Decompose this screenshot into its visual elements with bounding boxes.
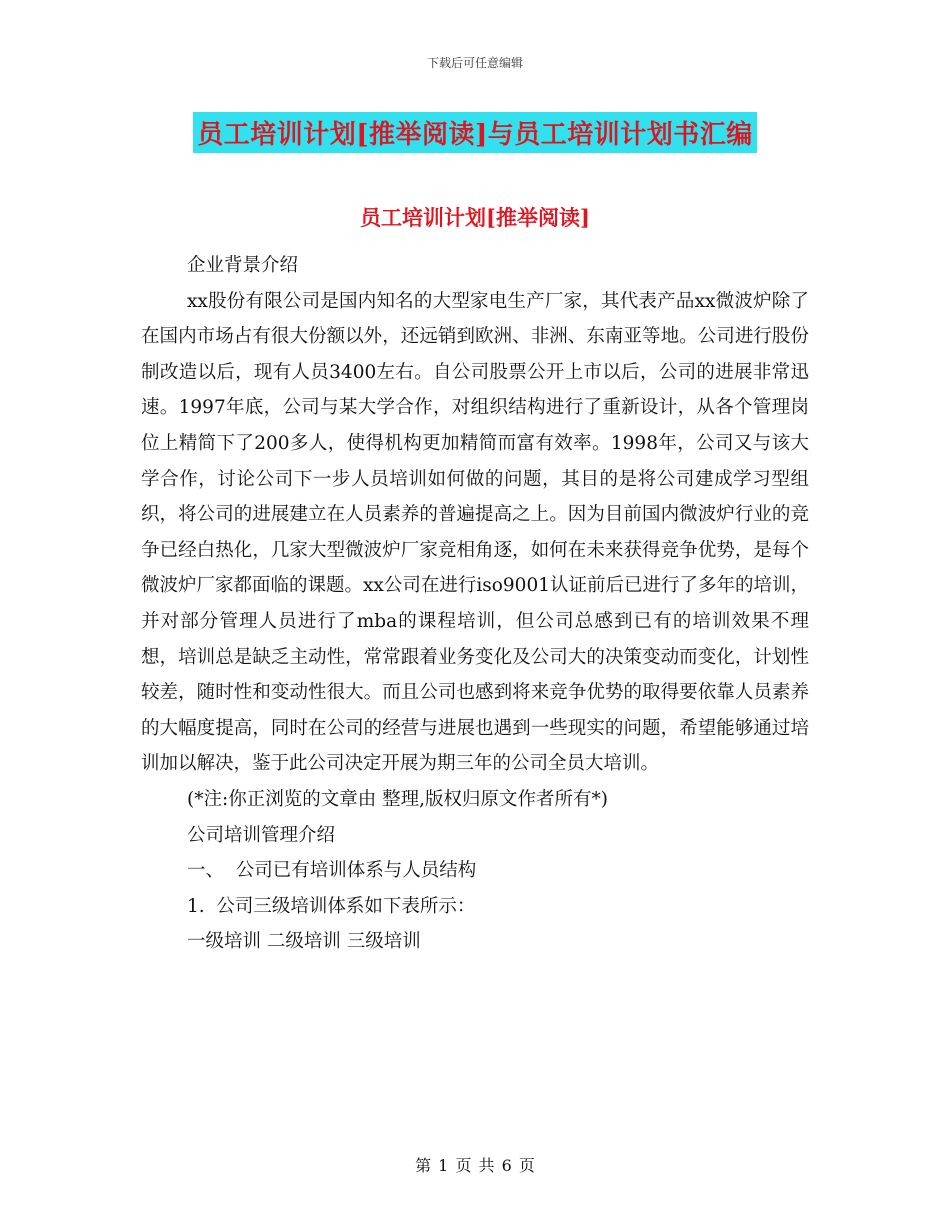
header-note: 下载后可任意编辑 <box>426 56 523 70</box>
page-footer: 第 1 页 共 6 页 <box>415 1156 535 1175</box>
paragraph-company-background: xx股份有限公司是国内知名的大型家电生产厂家，其代表产品xx微波炉除了在国内市场占有很大份额以外，还远销到欧洲、非洲、东南亚等地。公司进行股份制改造以后，现有人员3400左右。自公司股票公开上市以后，公司的进展非常迅速。1997年底，公司与某大学合作，对组织结构进行了重新设计，从各个管理岗位上精简下了200多人，使得机构更加精简而富有效率。1998年，公司又与该大学合作，讨论公司下一步人员培训如何做的问题，其目的是将公司建成学习型组织，将公司的进展建立在人员素养的普遍提高之上。因为目前国内微波炉行业的竞争已经白热化，几家大型微波炉厂家竞相角逐，如何在未来获得竞争优势，是每个微波炉厂家都面临的课题。xx公司在进行iso9001认证前后已进行了多年的培训，并对部分管理人员进行了mba的课程培训，但公司总感到已有的培训效果不理想，培训总是缺乏主动性，常常跟着业务变化及公司大的决策变动而变化，计划性较差，随时性和变动性很大。而且公司也感到将来竞争优势的取得要依靠人员素养的大幅度提高，同时在公司的经营与进展也遇到一些现实的问题，希望能够通过培训加以解决，鉴于此公司决定开展为期三年的公司全员大培训。 <box>141 290 809 775</box>
heading-training-system: 一、 公司已有培训体系与人员结构 <box>187 860 477 882</box>
list-item-three-level: 1. 公司三级培训体系如下表所示： <box>187 895 476 917</box>
document-title <box>0 112 950 153</box>
heading-company-background: 企业背景介绍 <box>187 255 299 276</box>
table-header-levels: 一级培训 二级培训 三级培训 <box>187 931 421 953</box>
copyright-note: (*注:你正浏览的文章由 整理,版权归原文作者所有*) <box>187 788 608 810</box>
heading-training-management: 公司培训管理介绍 <box>187 824 336 846</box>
document-body <box>141 248 809 960</box>
section-title: 员工培训计划[推举阅读] <box>360 205 590 230</box>
document-title-text: 员工培训计划[推举阅读]与员工培训计划书汇编 <box>193 112 757 153</box>
